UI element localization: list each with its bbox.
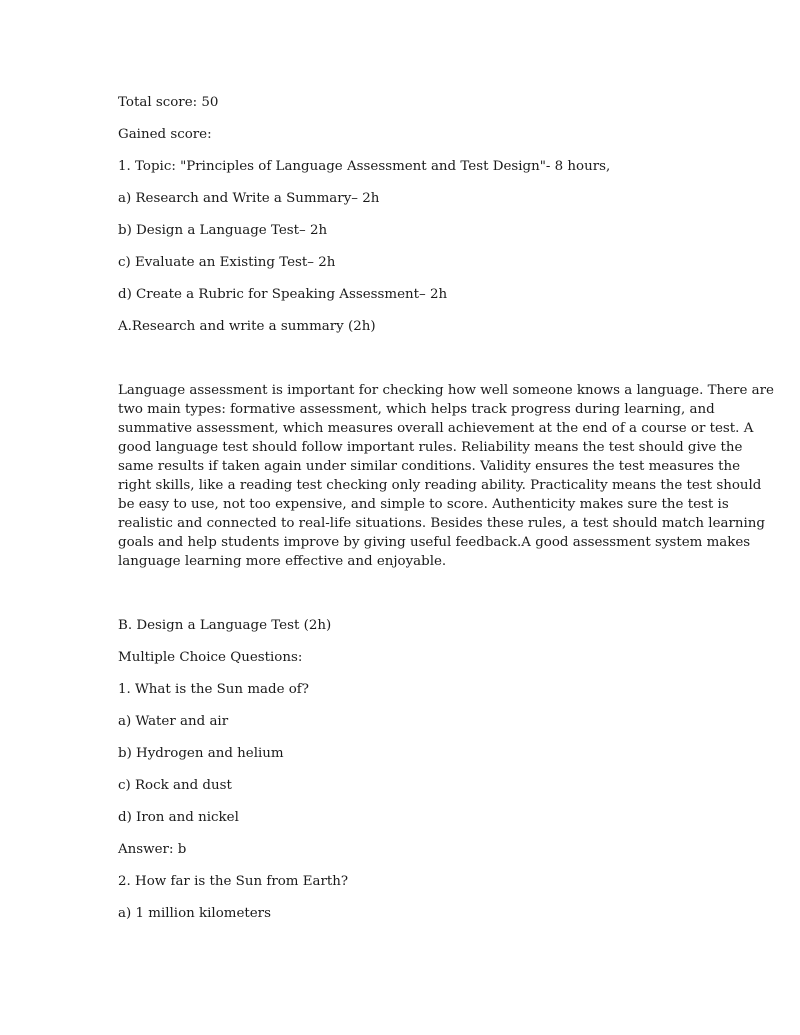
paragraph-line: be easy to use, not too expensive, and simple to score. Authenticity makes sure the test is (118, 497, 729, 512)
q1-option-b: b) Hydrogen and helium (118, 746, 284, 761)
section-a-paragraph (118, 381, 774, 571)
paragraph-line: right skills, like a reading test checking only reading ability. Practicality means the test should (118, 478, 762, 493)
task-research-summary: a) Research and Write a Summary– 2h (118, 191, 380, 206)
task-create-rubric: d) Create a Rubric for Speaking Assessment– 2h (118, 287, 448, 302)
paragraph-line: Language assessment is important for checking how well someone knows a language. There are (118, 383, 774, 398)
q1-option-d: d) Iron and nickel (118, 810, 239, 825)
question-2: 2. How far is the Sun from Earth? (118, 874, 349, 889)
section-b-heading: B. Design a Language Test (2h) (118, 618, 332, 633)
q1-option-c: c) Rock and dust (118, 778, 232, 793)
section-a-heading: A.Research and write a summary (2h) (118, 319, 376, 334)
paragraph-line: two main types: formative assessment, which helps track progress during learning, and (118, 402, 715, 417)
paragraph-line: summative assessment, which measures overall achievement at the end of a course or test. A (118, 421, 754, 436)
paragraph-line: realistic and connected to real-life situations. Besides these rules, a test should match learning (118, 516, 765, 531)
paragraph-line: good language test should follow important rules. Reliability means the test should give the (118, 440, 743, 455)
q1-option-a: a) Water and air (118, 714, 229, 729)
total-score: Total score: 50 (118, 95, 219, 110)
question-1: 1. What is the Sun made of? (118, 682, 309, 697)
q2-option-a: a) 1 million kilometers (118, 906, 271, 921)
paragraph-line: same results if taken again under similar conditions. Validity ensures the test measures the (118, 459, 741, 474)
task-evaluate-test: c) Evaluate an Existing Test– 2h (118, 255, 336, 270)
task-design-test: b) Design a Language Test– 2h (118, 223, 328, 238)
topic-title: 1. Topic: "Principles of Language Assessment and Test Design"- 8 hours, (118, 159, 611, 174)
q1-answer: Answer: b (118, 842, 187, 857)
mcq-label: Multiple Choice Questions: (118, 650, 303, 665)
gained-score: Gained score: (118, 127, 212, 142)
paragraph-line: goals and help students improve by giving useful feedback.A good assessment system makes (118, 535, 751, 550)
paragraph-line: language learning more effective and enjoyable. (118, 554, 447, 569)
